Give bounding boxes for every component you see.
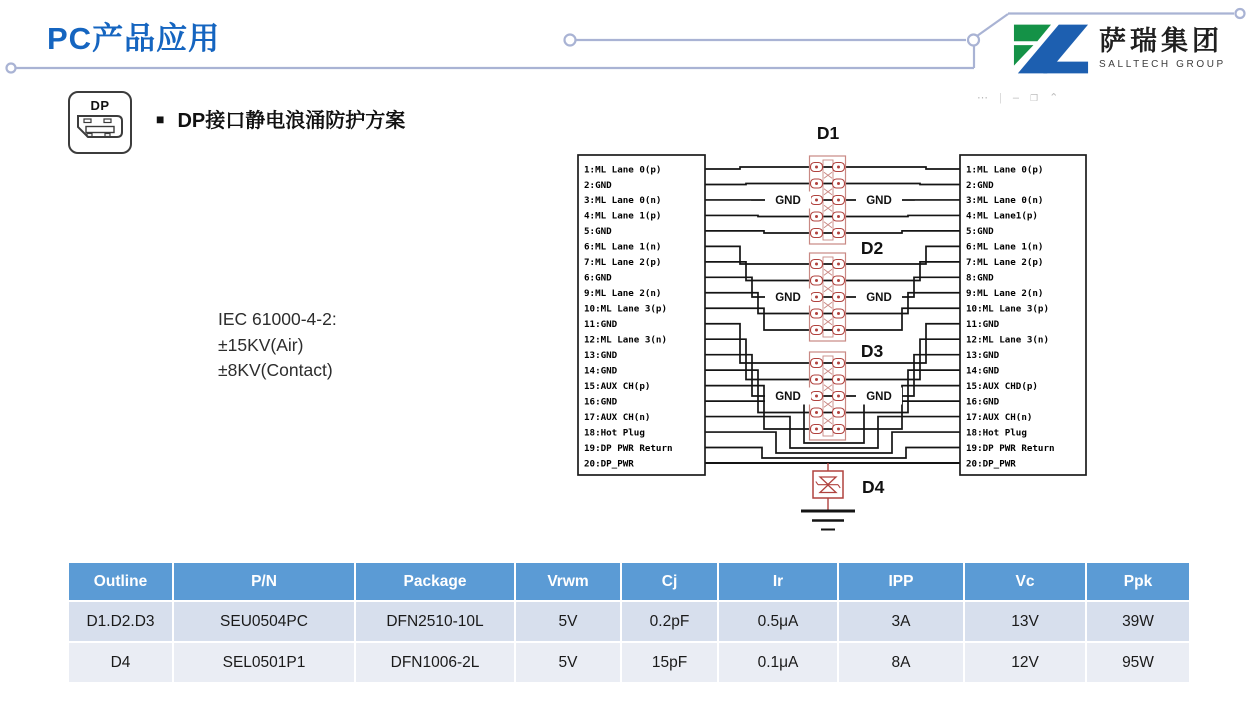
logo [1012,24,1226,74]
pin-label-left-16: 16:GND [584,396,618,408]
gnd-label: GND [866,195,892,207]
spec-table [69,563,1189,682]
gnd-label: GND [866,391,892,403]
pin-label-right-12: 12:ML Lane 3(n) [966,334,1049,346]
toolbar-divider: | [999,92,1002,104]
pin-label-left-9: 9:ML Lane 2(n) [584,288,662,300]
device-label-D2: D2 [860,238,884,258]
table-header-p-n: P/N [174,563,354,600]
iec-line-1: IEC 61000-4-2: [218,309,337,329]
pin-label-left-18: 18:Hot Plug [584,427,645,439]
pin-label-right-16: 16:GND [966,396,1000,408]
esd-array-D3 [765,352,902,440]
pin-label-right-20: 20:DP_PWR [966,458,1016,470]
pin-label-left-10: 10:ML Lane 3(p) [584,303,667,315]
bullet-square-icon: ■ [156,110,165,127]
gnd-label: GND [775,195,801,207]
collapse-icon[interactable]: ⌃ [1049,92,1059,104]
trace [705,370,960,412]
table-cell: SEL0501P1 [174,643,354,682]
logo-name-cn: 萨瑞集团 [1099,26,1223,56]
pin-label-left-17: 17:AUX CH(n) [584,411,651,423]
table-cell: D1.D2.D3 [69,602,172,641]
device-label-D3: D3 [860,341,884,361]
pin-label-left-15: 15:AUX CH(p) [584,380,651,392]
gnd-label: GND [775,292,801,304]
device-label-D1: D1 [816,123,840,143]
dp-esd-schematic [558,100,1108,560]
dp-connector-icon [68,91,132,154]
pin-label-left-4: 4:ML Lane 1(p) [584,210,662,222]
table-cell: DFN2510-10L [356,602,514,641]
table-header-cj: Cj [622,563,717,600]
section-heading-text: DP接口静电浪涌防护方案 [177,110,406,132]
table-header-package: Package [356,563,514,600]
table-header-vc: Vc [965,563,1085,600]
pin-label-right-9: 9:ML Lane 2(n) [966,288,1044,300]
pin-label-right-6: 6:ML Lane 1(n) [966,241,1044,253]
pin-label-right-8: 8:GND [966,272,994,284]
table-cell: DFN1006-2L [356,643,514,682]
minimize-icon[interactable]: – [1012,92,1019,104]
pin-label-right-15: 15:AUX CHD(p) [966,380,1038,392]
pin-label-left-7: 7:ML Lane 2(p) [584,257,662,269]
device-label-D4: D4 [862,477,885,497]
pin-label-left-20: 20:DP_PWR [584,458,634,470]
esd-array-D2 [765,253,902,341]
pin-label-left-3: 3:ML Lane 0(n) [584,195,662,207]
table-header-ipp: IPP [839,563,963,600]
table-cell: 13V [965,602,1085,641]
more-icon[interactable]: ⋯ [977,92,988,104]
pin-label-left-12: 12:ML Lane 3(n) [584,334,667,346]
table-cell: 0.5μA [719,602,837,641]
pin-label-right-17: 17:AUX CH(n) [966,411,1033,423]
table-cell: 15pF [622,643,717,682]
table-cell: 39W [1087,602,1189,641]
pin-label-right-13: 13:GND [966,349,1000,361]
table-header-outline: Outline [69,563,172,600]
table-cell: 3A [839,602,963,641]
iec-standard-note [218,307,337,384]
esd-array-D1 [765,156,902,244]
dp-icon-label: DP [90,98,110,113]
pin-label-left-14: 14:GND [584,365,618,377]
pin-label-right-2: 2:GND [966,179,994,191]
table-cell: D4 [69,643,172,682]
table-cell: 8A [839,643,963,682]
pin-label-right-3: 3:ML Lane 0(n) [966,195,1044,207]
pin-label-left-13: 13:GND [584,349,618,361]
logo-text [1099,28,1226,70]
pin-label-left-19: 19:DP PWR Return [584,442,673,454]
pin-label-left-1: 1:ML Lane 0(p) [584,164,662,176]
gnd-label: GND [866,292,892,304]
table-cell: SEU0504PC [174,602,354,641]
restore-icon[interactable]: ❐ [1029,93,1039,103]
pin-label-right-18: 18:Hot Plug [966,427,1027,439]
table-cell: 5V [516,602,620,641]
pin-label-right-14: 14:GND [966,365,1000,377]
table-cell: 95W [1087,643,1189,682]
table-cell: 5V [516,643,620,682]
section-heading [156,104,405,133]
logo-mark [1012,24,1090,74]
iec-line-3: ±8KV(Contact) [218,360,333,380]
tvs-D4 [801,463,855,530]
pin-label-left-6: 6:ML Lane 1(n) [584,241,662,253]
dp-plug-glyph [72,113,128,143]
table-cell: 0.1μA [719,643,837,682]
pin-label-right-7: 7:ML Lane 2(p) [966,257,1044,269]
pin-label-right-11: 11:GND [966,319,1000,331]
pin-label-right-1: 1:ML Lane 0(p) [966,164,1044,176]
page-title: PC产品应用 [47,21,221,56]
trace [705,339,960,379]
pin-label-left-8: 6:GND [584,272,612,284]
pin-label-left-11: 11:GND [584,319,618,331]
table-cell: 12V [965,643,1085,682]
table-header-ppk: Ppk [1087,563,1189,600]
pin-label-right-5: 5:GND [966,226,994,238]
pin-label-right-4: 4:ML Lane1(p) [966,210,1038,222]
pin-label-right-19: 19:DP PWR Return [966,442,1055,454]
pin-label-left-2: 2:GND [584,179,612,191]
pin-label-left-5: 5:GND [584,226,612,238]
table-cell: 0.2pF [622,602,717,641]
table-header-ir: Ir [719,563,837,600]
trace [705,386,960,429]
gnd-label: GND [775,391,801,403]
pin-label-right-10: 10:ML Lane 3(p) [966,303,1049,315]
trace [705,401,960,443]
table-header-vrwm: Vrwm [516,563,620,600]
logo-name-en: SALLTECH GROUP [1099,59,1226,70]
iec-line-2: ±15KV(Air) [218,334,304,355]
schematic-device-labels [817,123,885,497]
